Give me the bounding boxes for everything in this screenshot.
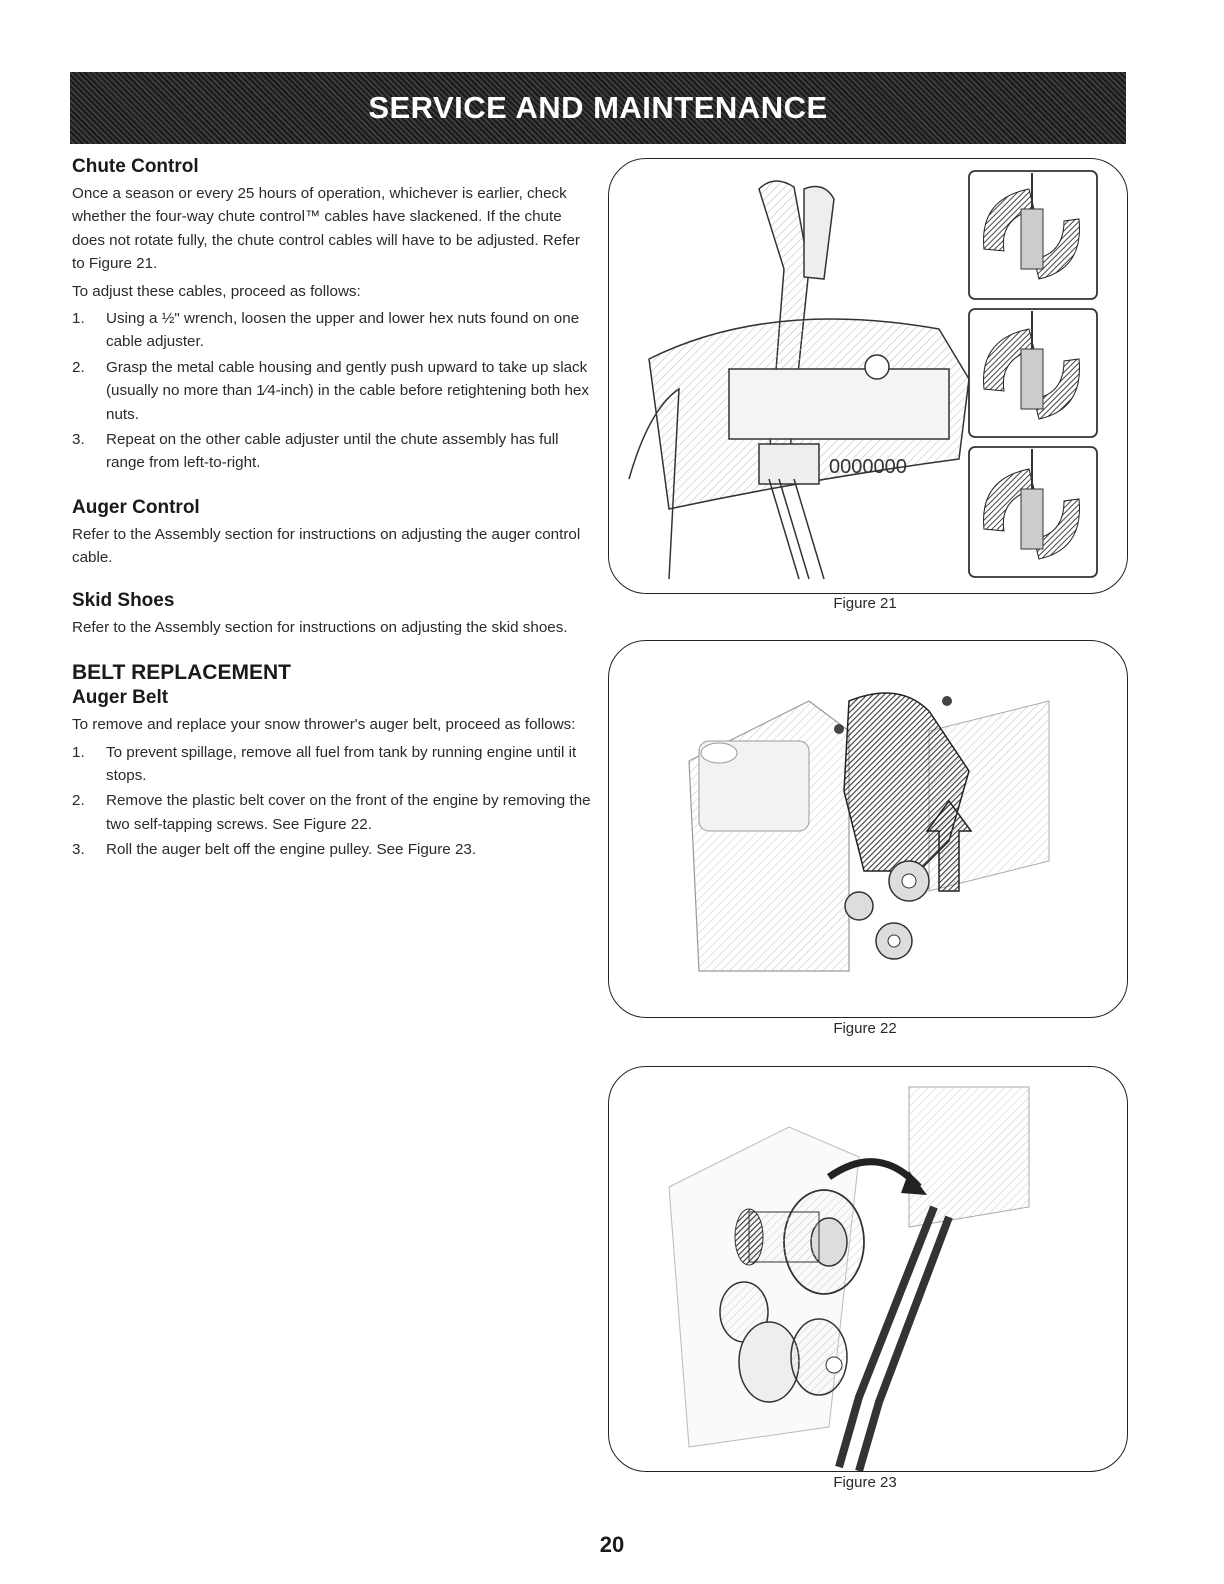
figure-23-illustration [609, 1067, 1127, 1471]
inset-lower [969, 447, 1097, 577]
list-item [72, 307, 592, 354]
step-text: Roll the auger belt off the engine pulley. See Figure 23. [106, 841, 477, 859]
step-text: To prevent spillage, remove all fuel from tank by running engine until it stops. [106, 743, 577, 784]
belt-replacement-section [72, 661, 592, 861]
chute-control-lead-in: To adjust these cables, proceed as follows: [72, 282, 361, 300]
figure-21-label: 0000000 [829, 456, 907, 478]
step-number: 1. [72, 743, 85, 761]
step-number: 2. [72, 358, 85, 376]
figure-21-caption: Figure 21 [833, 595, 897, 612]
list-item [72, 428, 592, 475]
list-item [72, 838, 592, 861]
chute-control-steps [72, 307, 592, 475]
step-number: 2. [72, 792, 85, 810]
figure-22-illustration [609, 641, 1127, 1017]
auger-belt-intro: To remove and replace your snow thrower's auger belt, proceed as follows: [72, 716, 576, 734]
step-text: Repeat on the other cable adjuster until the chute assembly has full range from left-to-right. [106, 431, 559, 472]
step-number: 3. [72, 431, 85, 449]
list-item [72, 741, 592, 788]
figure-21-illustration [609, 159, 1127, 593]
auger-control-text: Refer to the Assembly section for instructions on adjusting the auger control cable. [72, 525, 581, 567]
step-text: Using a ½" wrench, loosen the upper and lower hex nuts found on one cable adjuster. [106, 310, 580, 351]
figure-21 [608, 158, 1128, 594]
figure-23-caption: Figure 23 [833, 1474, 897, 1491]
skid-shoes-text: Refer to the Assembly section for instructions on adjusting the skid shoes. [72, 618, 568, 636]
left-column [72, 156, 592, 880]
belt-replacement-heading: BELT REPLACEMENT [72, 661, 291, 685]
step-text: Remove the plastic belt cover on the front of the engine by removing the two self-tapping screws. See Figure 22. [106, 792, 591, 833]
figure-23 [608, 1066, 1128, 1472]
auger-belt-heading: Auger Belt [72, 687, 169, 709]
step-text: Grasp the metal cable housing and gently push upward to take up slack (usually no more than 1⁄4-inch) in the cable before retightening both hex nuts. [106, 358, 589, 423]
chute-control-section [72, 156, 592, 475]
step-number: 3. [72, 841, 85, 859]
auger-control-heading: Auger Control [72, 496, 200, 518]
banner-title: SERVICE AND MAINTENANCE [368, 90, 828, 125]
list-item [72, 356, 592, 426]
skid-shoes-heading: Skid Shoes [72, 589, 175, 611]
auger-belt-steps [72, 741, 592, 862]
skid-shoes-section [72, 590, 592, 639]
page-number: 20 [599, 1532, 625, 1557]
chute-control-heading: Chute Control [72, 156, 199, 177]
figure-22 [608, 640, 1128, 1018]
chute-control-intro: Once a season or every 25 hours of operation, whichever is earlier, check whether the four-way chute control™ cables have slackened. If the chute does not rotate fully, the chute control cables will have to be adjusted. Refer to Figure 21. [72, 185, 580, 273]
auger-control-section [72, 497, 592, 570]
inset-upper [969, 171, 1097, 299]
inset-middle [969, 309, 1097, 437]
step-number: 1. [72, 310, 85, 328]
section-banner [70, 72, 1126, 144]
figure-22-caption: Figure 22 [833, 1020, 897, 1037]
list-item [72, 789, 592, 836]
